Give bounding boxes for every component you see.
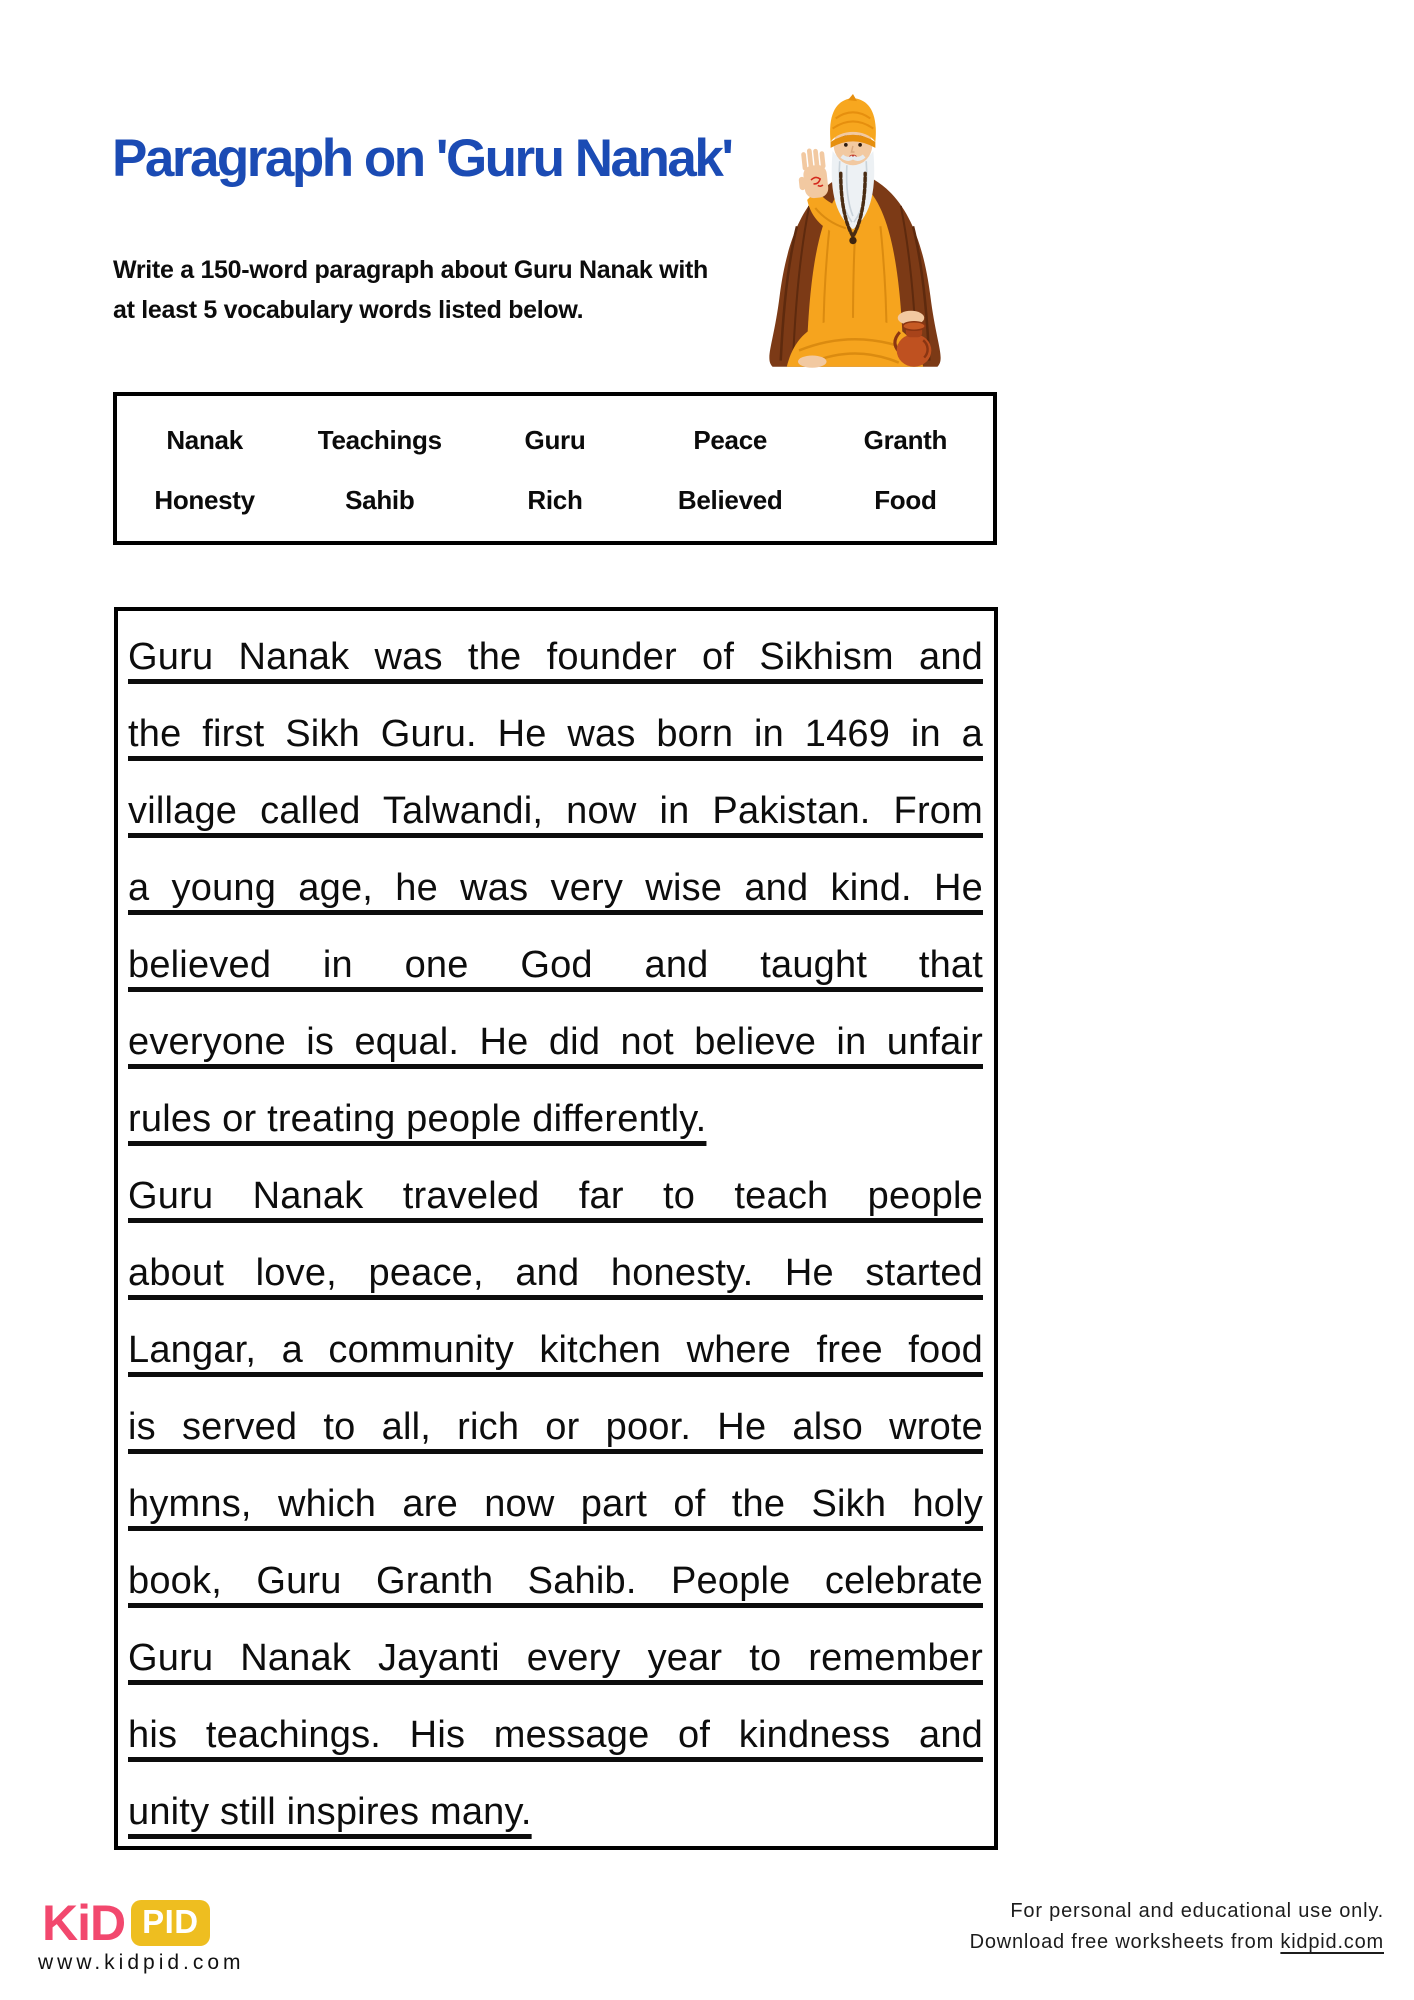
paragraph-line: a young age, he was very wise and kind. He: [128, 867, 983, 909]
paragraph-line: village called Talwandi, now in Pakistan. From: [128, 790, 983, 832]
paragraph-line: his teachings. His message of kindness and: [128, 1714, 983, 1756]
instructions-line-1: Write a 150-word paragraph about Guru Nanak with: [113, 256, 708, 284]
paragraph-line: Langar, a community kitchen where free food: [128, 1329, 983, 1371]
kidpid-logo-kid: KiD: [42, 1895, 126, 1951]
vocabulary-row-1: [117, 410, 993, 471]
guru-nanak-illustration: [756, 94, 954, 384]
vocab-word-believed: Believed: [677, 485, 783, 516]
kidpid-logo-pid: PID: [131, 1900, 210, 1946]
page-title: Paragraph on 'Guru Nanak': [112, 129, 732, 188]
paragraph-line: the first Sikh Guru. He was born in 1469 in a: [128, 713, 983, 755]
paragraph-line: Guru Nanak Jayanti every year to remember: [128, 1637, 983, 1679]
paragraph-line: believed in one God and taught that: [128, 944, 983, 986]
vocab-word-peace: Peace: [693, 424, 768, 455]
paragraph-line: Guru Nanak was the founder of Sikhism and: [128, 636, 983, 678]
vocab-word-teachings: Teachings: [317, 424, 442, 455]
footer-usage-line-1: For personal and educational use only.: [1010, 1900, 1384, 1922]
footer-usage-note: [970, 1896, 1384, 1958]
instructions-line-2: at least 5 vocabulary words listed below.: [113, 296, 584, 324]
paragraph-line: rules or treating people differently.: [128, 1098, 707, 1140]
paragraph-line: about love, peace, and honesty. He started: [128, 1252, 983, 1294]
vocabulary-box: [113, 392, 997, 545]
vocab-word-nanak: Nanak: [166, 424, 243, 455]
footer-usage-line-2-text: Download free worksheets from: [969, 1931, 1281, 1953]
vocab-word-food: Food: [874, 485, 937, 516]
kidpid-logo: [42, 1894, 210, 1952]
vocab-word-sahib: Sahib: [345, 485, 415, 516]
instructions: [113, 250, 708, 330]
kidpid-link[interactable]: kidpid.com: [1280, 1931, 1384, 1953]
vocab-word-honesty: Honesty: [154, 485, 255, 516]
paragraph-line: Guru Nanak traveled far to teach people: [128, 1175, 983, 1217]
paragraph-line: everyone is equal. He did not believe in unfair: [128, 1021, 983, 1063]
vocab-word-granth: Granth: [863, 424, 948, 455]
vocab-word-rich: Rich: [527, 485, 583, 516]
paragraph-line: unity still inspires many.: [128, 1791, 532, 1833]
paragraph-answer-box: [114, 607, 998, 1850]
footer-usage-line-2: [970, 1927, 1384, 1958]
vocab-word-guru: Guru: [524, 424, 586, 455]
paragraph-line: book, Guru Granth Sahib. People celebrate: [128, 1560, 983, 1602]
paragraph-line: hymns, which are now part of the Sikh holy: [128, 1483, 983, 1525]
vocabulary-row-2: [117, 471, 993, 532]
kidpid-website-text: www.kidpid.com: [38, 1951, 245, 1974]
paragraph-line: is served to all, rich or poor. He also wrote: [128, 1406, 983, 1448]
